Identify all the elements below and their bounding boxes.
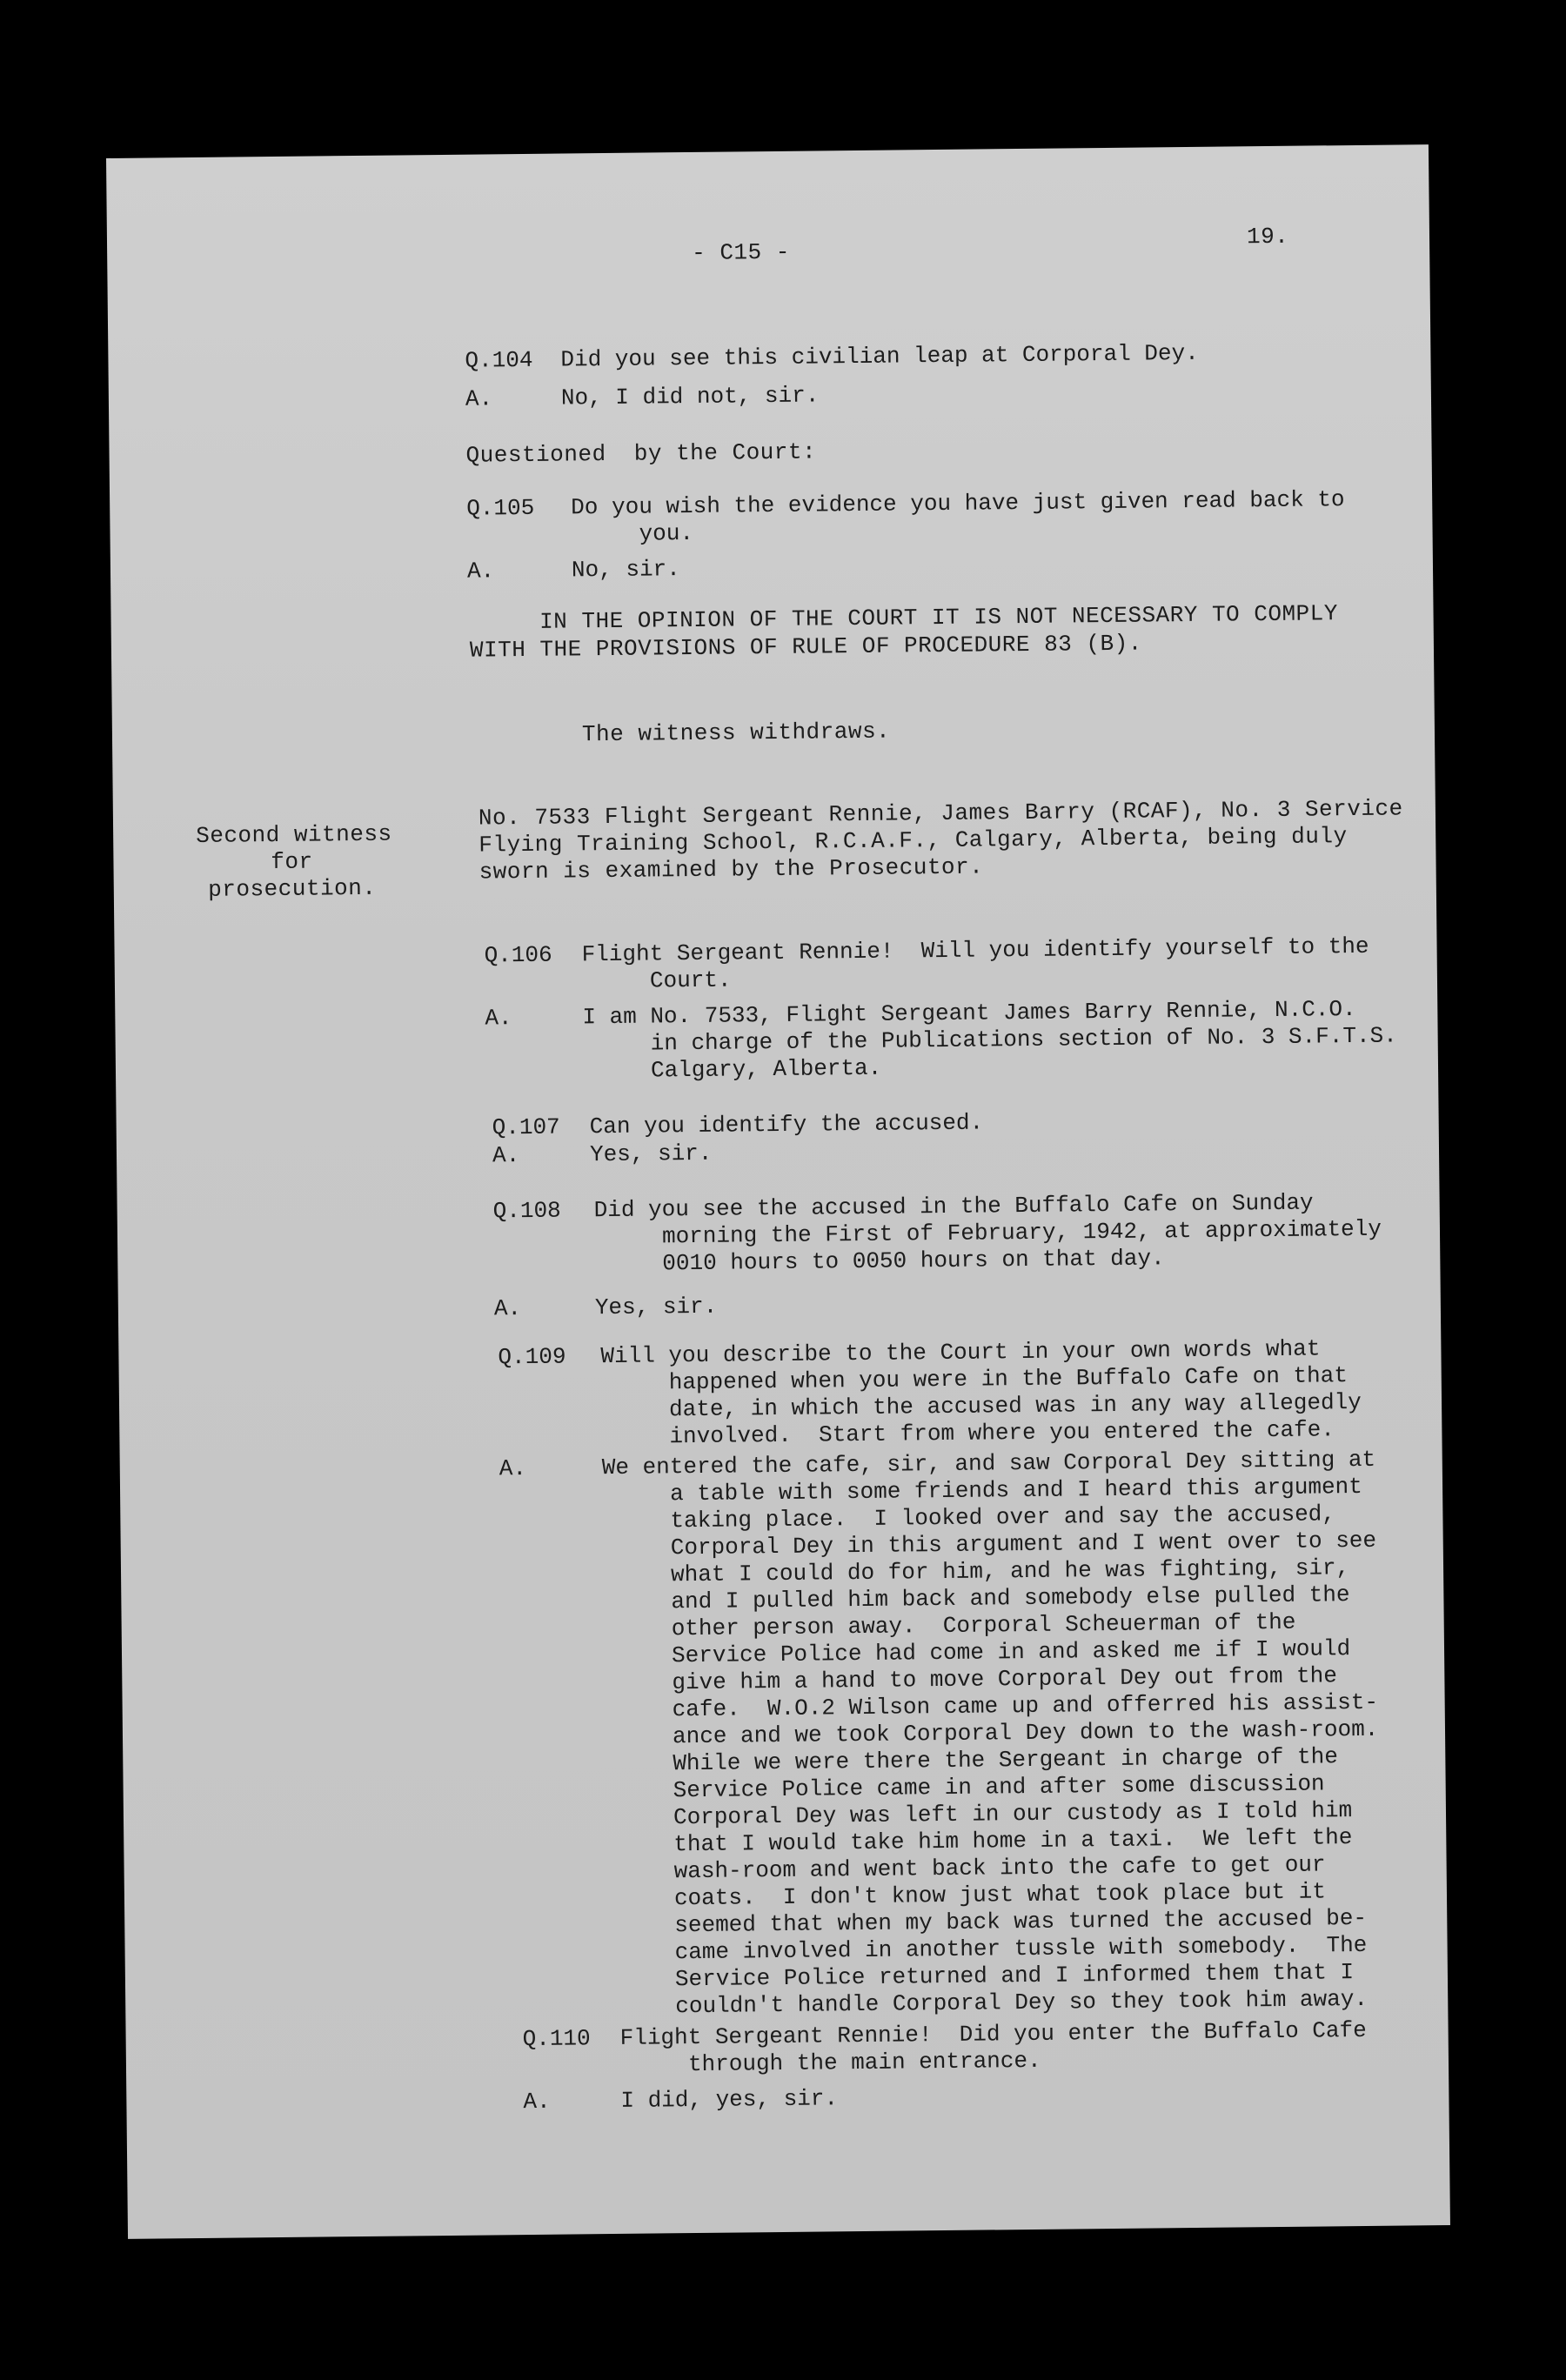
question-label: Q.105 [466,494,535,522]
answer-text: No, sir. [571,556,680,584]
second-witness-intro: No. 7533 Flight Sergeant Rennie, James Barry (RCAF), No. 3 Service Flying Training School, R.C.A.F., Calgary, Alberta, being duly sworn is examined by the Prosecutor. [478,795,1403,886]
question-label: Q.107 [492,1113,560,1141]
document-page [106,144,1450,2239]
question-text: Did you see the accused in the Buffalo Cafe on Sunday morning the First of February, 1942, at approximately 0010 hours to 0050 hours on that day. [593,1189,1382,1278]
margin-note-second-witness: Second witness for prosecution. [196,820,392,903]
witness-withdraws: The witness withdraws. [581,718,891,748]
court-heading: Questioned by the Court: [465,438,817,469]
answer-text: No, I did not, sir. [560,382,820,411]
answer-label: A. [499,1455,527,1482]
question-label: Q.109 [498,1343,566,1371]
question-text: Do you wish the evidence you have just given read back to you. [571,486,1345,548]
question-label: Q.106 [484,941,552,969]
question-text: Can you identify the accused. [589,1109,984,1140]
answer-label: A. [485,1005,512,1032]
answer-text: I am No. 7533, Flight Sergeant James Barry Rennie, N.C.O. in charge of the Publications section of No. 3 S.F.T.S. Calgary, Alberta. [582,996,1397,1085]
answer-label: A. [466,558,495,585]
question-label: Q.104 [465,346,533,374]
answer-label: A. [492,1142,520,1169]
answer-text: Yes, sir. [594,1293,718,1321]
page-number: 19. [1246,223,1289,251]
answer-text: Yes, sir. [589,1140,713,1168]
question-label: Q.108 [492,1197,561,1225]
answer-label: A. [493,1295,522,1322]
answer-label: A. [523,2088,551,2116]
question-label: Q.110 [522,2025,591,2053]
question-text: Flight Sergeant Rennie! Did you enter the Buffalo Cafe through the main entrance. [619,2016,1367,2078]
question-text: Will you describe to the Court in your own words what happened when you were in the Buffalo Cafe on that date, in which the accused was in any way allegedly involved. Start from where you entered the cafe. [600,1335,1362,1451]
question-text: Flight Sergeant Rennie! Will you identify yourself to the Court. [581,933,1369,995]
question-text: Did you see this civilian leap at Corporal Dey. [560,339,1199,373]
court-opinion: IN THE OPINION OF THE COURT IT IS NOT NECESSARY TO COMPLY WITH THE PROVISIONS OF RULE OF PROCEDURE 83 (B). [469,600,1339,664]
answer-text: I did, yes, sir. [620,2085,839,2114]
answer-label: A. [465,385,493,412]
page-header-center: - C15 - [692,238,791,266]
answer-text: We entered the cafe, sir, and saw Corporal Dey sitting at a table with some friends and I heard this argument taking place. I looked over and say the accused, Corporal Dey in this argument and I went over to see what I could do for him, and he was fighting, sir, and I pulled him back and somebody else pulled the other person away. Corporal Scheuerman of the Service Police had come in and asked me if I would give him a hand to move Corporal Dey out from the cafe. W.O.2 Wilson came up and offerred his assist- ance and we took Corporal Dey down to the wash-room. While we were there the Sergeant in charge of the Service Police came in and after some discussion Corporal Dey was left in our custody as I told him that I would take him home in a taxi. We left the wash-room and went back into the cafe to get our coats. I don't know just what took place but it seemed that when my back was turned the accused be- came involved in another tussle with somebody. The Service Police returned and I informed them that I couldn't handle Corporal Dey so they took him away. [601,1446,1379,2021]
